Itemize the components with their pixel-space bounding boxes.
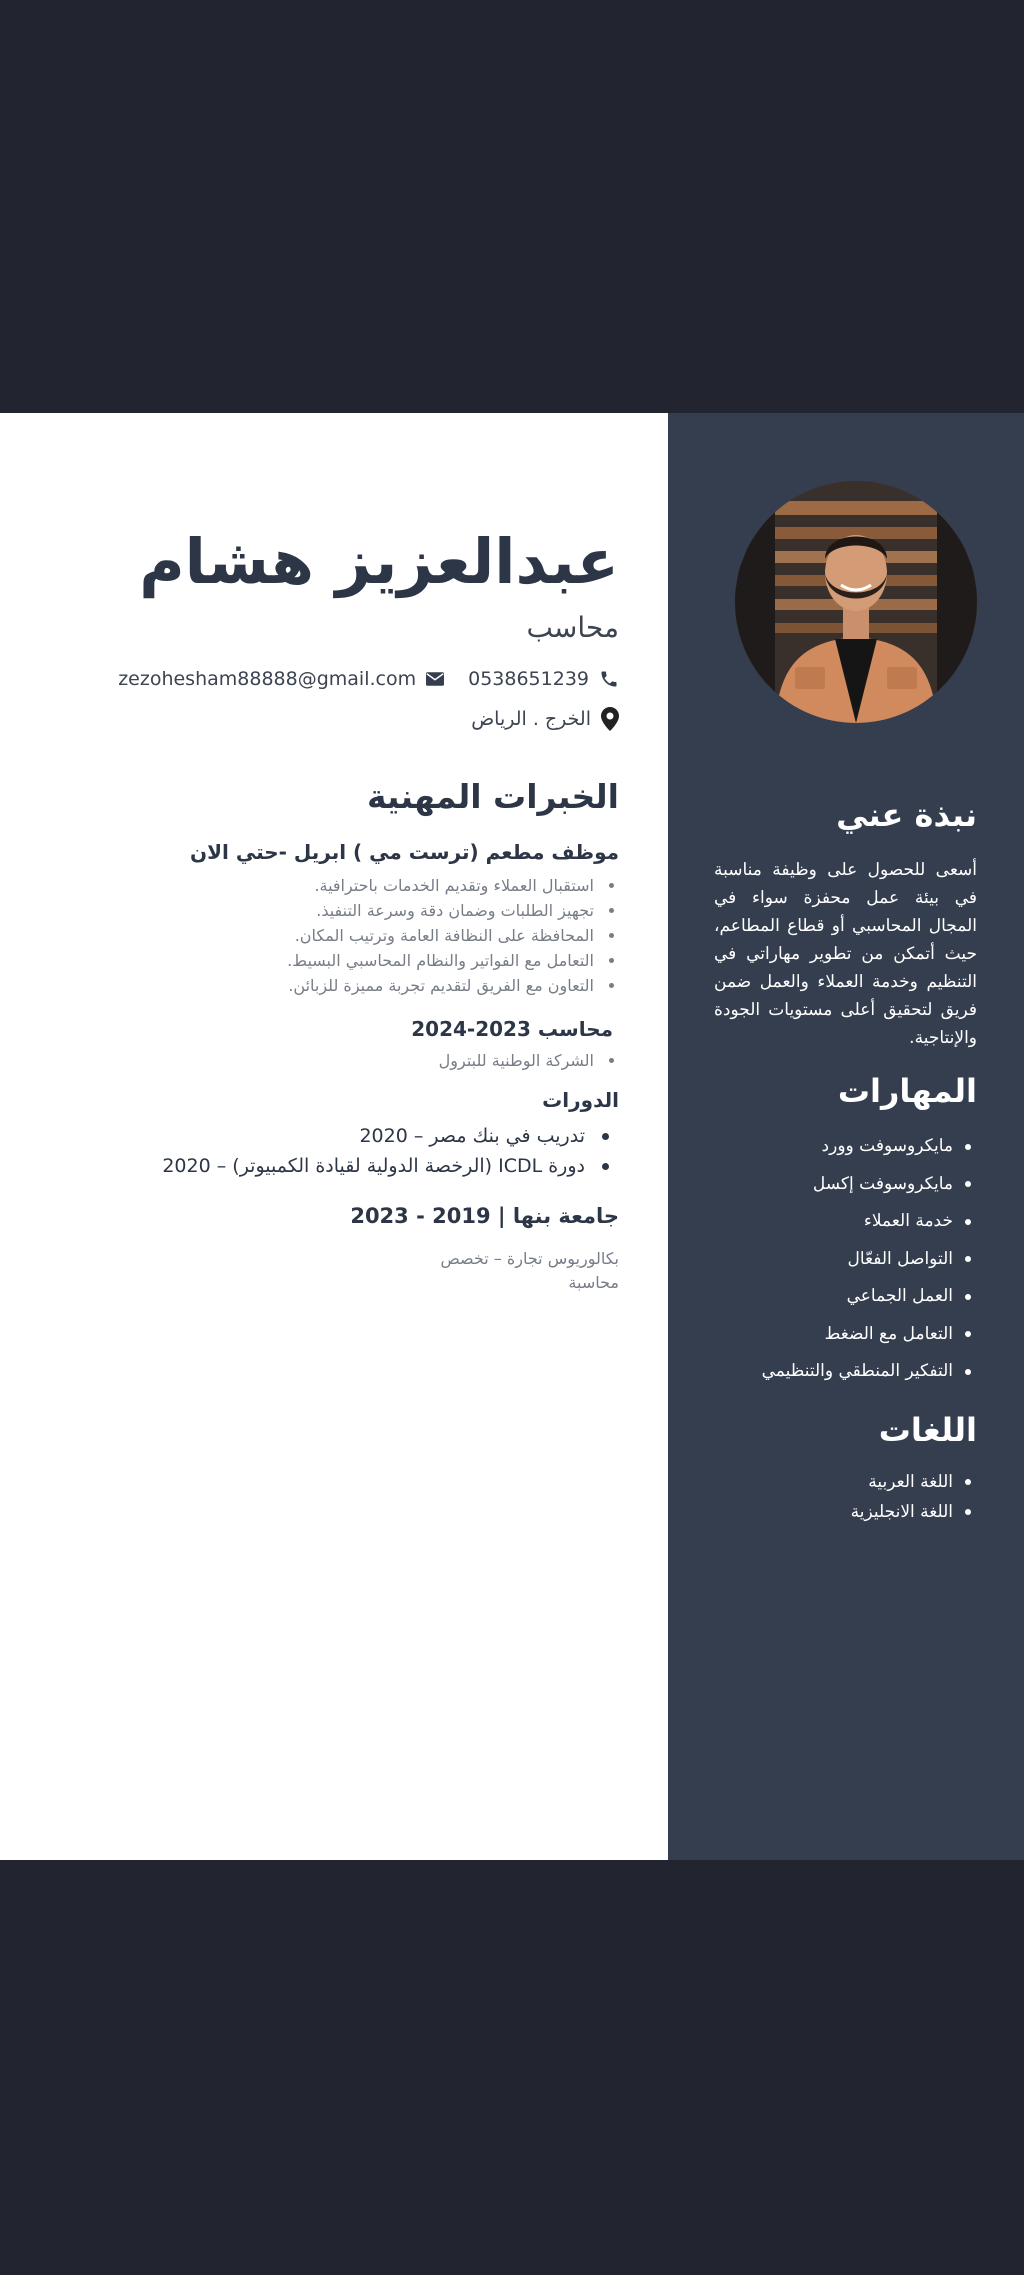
skill-item: التواصل الفعّال	[714, 1241, 977, 1279]
resume-page	[0, 413, 1024, 1860]
job1-title: موظف مطعم (ترست مي ) ابريل -حتي الان	[190, 840, 619, 864]
location-text: الخرج . الرياض	[471, 708, 591, 730]
languages-title: اللغات	[878, 1410, 977, 1449]
skill-item: التعامل مع الضغط	[714, 1316, 977, 1354]
skill-item: العمل الجماعي	[714, 1278, 977, 1316]
main-content	[0, 413, 668, 1860]
course-item: دورة ICDL (الرخصة الدولية لقيادة الكمبيوتر) – 2020	[40, 1151, 619, 1181]
about-text: أسعى للحصول على وظيفة مناسبة في بيئة عمل محفزة سواء في المجال المحاسبي أو قطاع المطاعم، حيث أتمكن من تطوير مهاراتي في التنظيم وخدمة العملاء والعمل ضمن فريق لتحقيق أعلى مستويات الجودة والإنتاجية.	[714, 860, 977, 1048]
education-text: بكالوريوس تجارة – تخصص محاسبة	[440, 1249, 619, 1292]
job-role: محاسب	[526, 611, 619, 644]
courses-list	[40, 1121, 619, 1181]
duty-item: التعاون مع الفريق لتقديم تجربة مميزة للزبائن.	[40, 973, 619, 998]
sidebar	[668, 413, 1024, 1860]
location-contact	[471, 707, 619, 731]
skill-item: مايكروسوفت وورد	[714, 1128, 977, 1166]
skills-list	[714, 1128, 977, 1391]
location-pin-icon	[601, 707, 619, 731]
job2-items	[40, 1048, 619, 1073]
experience-title: الخبرات المهنية	[366, 777, 619, 816]
duty-item: المحافظة على النظافة العامة وترتيب المكان.	[40, 923, 619, 948]
skill-item: التفكير المنطقي والتنظيمي	[714, 1353, 977, 1391]
about-title: نبذة عني	[836, 796, 977, 834]
languages-list	[714, 1467, 977, 1527]
profile-photo-illustration	[735, 481, 977, 723]
language-item: اللغة الانجليزية	[714, 1497, 977, 1527]
duty-item: التعامل مع الفواتير والنظام المحاسبي البسيط.	[40, 948, 619, 973]
course-item: تدريب في بنك مصر – 2020	[40, 1121, 619, 1151]
duty-item: تجهيز الطلبات وضمان دقة وسرعة التنفيذ.	[40, 898, 619, 923]
email-contact	[118, 668, 444, 690]
education-title: جامعة بنها | 2019 - 2023	[350, 1204, 619, 1228]
skills-title: المهارات	[837, 1072, 977, 1110]
skill-item: مايكروسوفت إكسل	[714, 1166, 977, 1204]
email-address[interactable]: zezohesham88888@gmail.com	[118, 668, 417, 690]
language-item: اللغة العربية	[714, 1467, 977, 1497]
company-item: الشركة الوطنية للبترول	[40, 1048, 619, 1073]
envelope-icon	[426, 672, 444, 686]
contact-row	[40, 663, 619, 695]
location-row	[40, 703, 619, 735]
phone-number[interactable]: 0538651239	[468, 668, 589, 690]
phone-contact	[468, 668, 619, 690]
phone-icon	[599, 669, 619, 689]
duty-item: استقبال العملاء وتقديم الخدمات باحترافية.	[40, 873, 619, 898]
skill-item: خدمة العملاء	[714, 1203, 977, 1241]
person-name: عبدالعزيز هشام	[139, 525, 619, 598]
job2-title: محاسب 2023-2024	[411, 1017, 613, 1041]
profile-photo	[735, 481, 977, 723]
courses-title: الدورات	[542, 1088, 619, 1112]
job1-duties	[40, 873, 619, 998]
